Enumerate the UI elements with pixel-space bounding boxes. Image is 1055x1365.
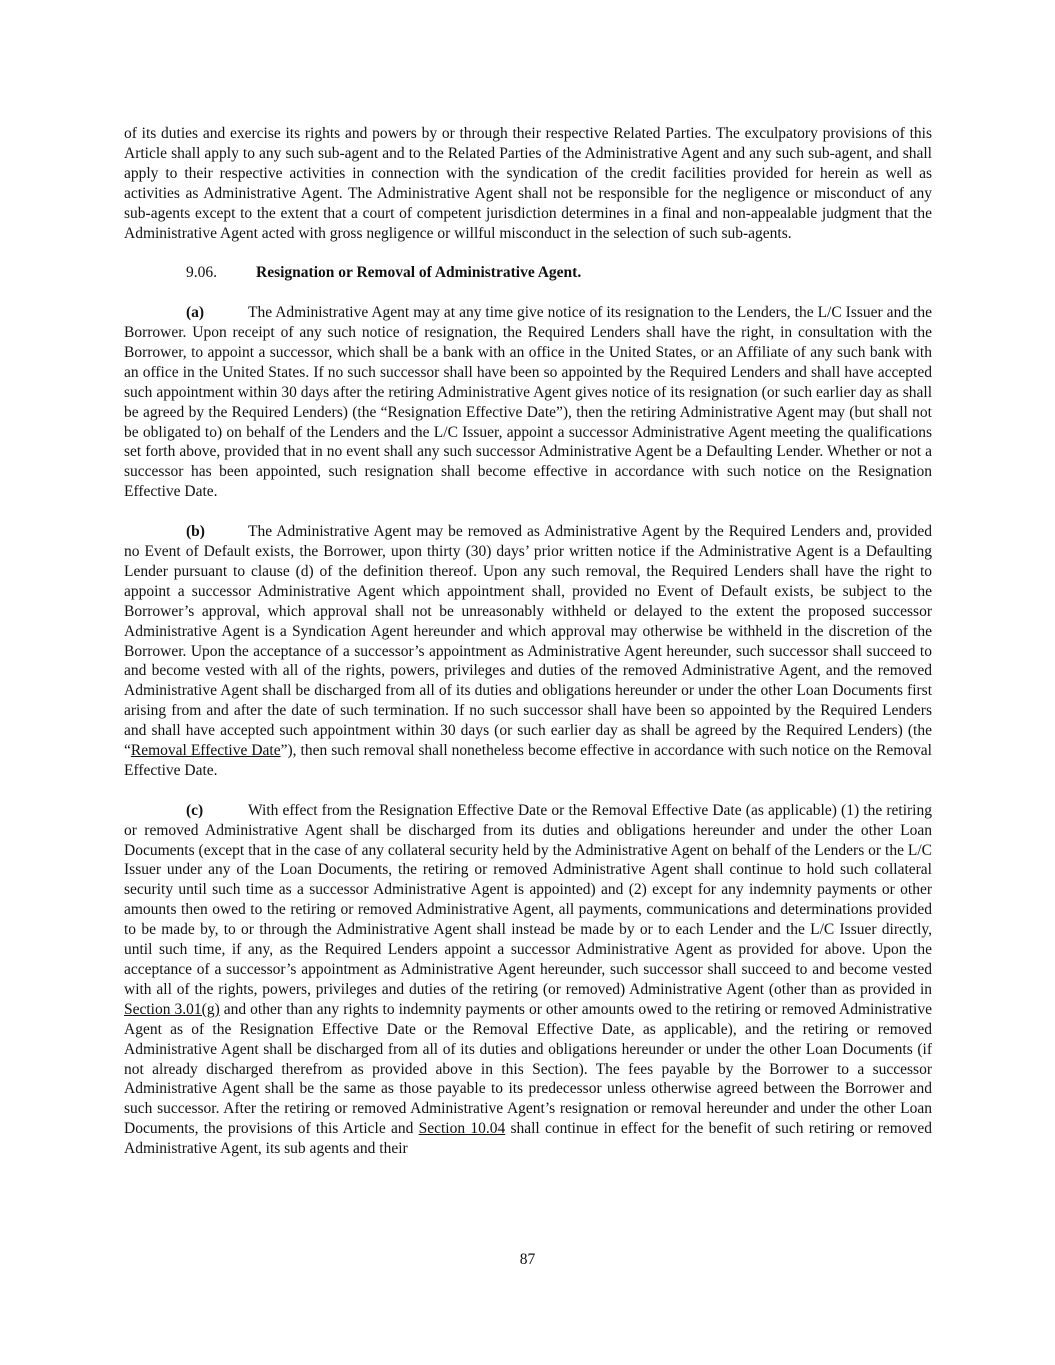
section-heading bbox=[124, 263, 932, 283]
clause-c-paragraph bbox=[124, 801, 932, 1159]
clause-c-text-3: shall continue in effect for the benefit of such retiring or removed Administrative Agent, its sub agents and their bbox=[124, 1120, 932, 1158]
section-title: Resignation or Removal of Administrative Agent. bbox=[256, 264, 582, 282]
section-3-01-g-reference: Section 3.01(g) bbox=[124, 1000, 220, 1018]
clause-c-text-2: and other than any rights to indemnity payments or other amounts owed to the retiring or removed Administrative Agent as of the Resignation Effective Date or the Removal Effective Date, as applicable), and the retiring or removed Administrative Agent shall be discharged from all of its duties and obligations hereunder or under the other Loan Documents (if not already discharged therefrom as provided above in this Section). The fees payable by the Borrower to a successor Administrative Agent shall be the same as those payable to its predecessor unless otherwise agreed between the Borrower and such successor. After the retiring or removed Administrative Agent’s resignation or removal hereunder and under the other Loan Documents, the provisions of this Article and bbox=[124, 1000, 932, 1138]
clause-b-label: (b) bbox=[186, 523, 205, 541]
page-number: 87 bbox=[519, 1251, 536, 1268]
clause-c-text-1: With effect from the Resignation Effective Date or the Removal Effective Date (as applicable) (1) the retiring or removed Administrative Agent shall be discharged from its duties and obligations hereunder and under the other Loan Documents (except that in the case of any collateral security held by the Administrative Agent on behalf of the Lenders or the L/C Issuer under any of the Loan Documents, the retiring or removed Administrative Agent shall continue to hold such collateral security until such time as a successor Administrative Agent is appointed) and (2) except for any indemnity payments or other amounts then owed to the retiring or removed Administrative Agent, all payments, communications and determinations provided to be made by, to or through the Administrative Agent shall instead be made by or to each Lender and the L/C Issuer directly, until such time, if any, as the Required Lenders appoint a successor Administrative Agent as provided for above. Upon the acceptance of a successor’s appointment as Administrative Agent hereunder, such successor shall succeed to and become vested with all of the rights, powers, privileges and duties of the retiring (or removed) Administrative Agent (other than as provided in bbox=[124, 801, 932, 998]
clause-a-text: The Administrative Agent may at any time give notice of its resignation to the Lenders, the L/C Issuer and the Borrower. Upon receipt of any such notice of resignation, the Required Lenders shall have the right, in consultation with the Borrower, to appoint a successor, which shall be a bank with an office in the United States, or an Affiliate of any such bank with an office in the United States. If no such successor shall have been so appointed by the Required Lenders and shall have accepted such appointment within 30 days after the retiring Administrative Agent gives notice of its resignation (or such earlier day as shall be agreed by the Required Lenders) (the “Resignation Effective Date”), then the retiring Administrative Agent may (but shall not be obligated to) on behalf of the Lenders and the L/C Issuer, appoint a successor Administrative Agent meeting the qualifications set forth above, provided that in no event shall any such successor Administrative Agent be a Defaulting Lender. Whether or not a successor has been appointed, such resignation shall become effective in accordance with such notice on the Resignation Effective Date. bbox=[124, 304, 932, 501]
clause-a-label: (a) bbox=[186, 304, 205, 322]
section-number: 9.06. bbox=[186, 264, 217, 282]
clause-b-paragraph bbox=[124, 522, 932, 781]
document-page bbox=[124, 124, 932, 1179]
clause-b-text-1: The Administrative Agent may be removed as Administrative Agent by the Required Lenders and, provided no Event of Default exists, the Borrower, upon thirty (30) days’ prior written notice if the Administrative Agent is a Defaulting Lender pursuant to clause (d) of the definition thereof. Upon any such removal, the Required Lenders shall have the right to appoint a successor Administrative Agent which appointment shall, provided no Event of Default exists, be subject to the Borrower’s approval, which approval shall not be unreasonably withheld or delayed to the extent the proposed successor Administrative Agent is a Syndication Agent hereunder and which approval may otherwise be withheld in the discretion of the Borrower. Upon the acceptance of a successor’s appointment as Administrative Agent hereunder, such successor shall succeed to and become vested with all of the rights, powers, privileges and duties of the removed Administrative Agent, and the removed Administrative Agent shall be discharged from all of its duties and obligations hereunder or under the other Loan Documents first arising from and after the date of such termination. If no such successor shall have been so appointed by the Required Lenders and shall have accepted such appointment within 30 days (or such earlier day as shall be agreed by the Required Lenders) (the “ bbox=[124, 523, 932, 760]
section-10-04-reference: Section 10.04 bbox=[418, 1120, 506, 1138]
clause-b-text-2: ”), then such removal shall nonetheless become effective in accordance with such notice on the Removal Effective Date. bbox=[124, 742, 932, 779]
removal-effective-date-term: Removal Effective Date bbox=[130, 742, 281, 760]
clause-a-paragraph bbox=[124, 303, 932, 502]
intro-paragraph: of its duties and exercise its rights and powers by or through their respective Related Parties. The exculpatory provisions of this Article shall apply to any such sub-agent and to the Related Parties of the Administrative Agent and any such sub-agent, and shall apply to their respective activities in connection with the syndication of the credit facilities provided for herein as well as activities as Administrative Agent. The Administrative Agent shall not be responsible for the negligence or misconduct of any sub-agents except to the extent that a court of competent jurisdiction determines in a final and non-appealable judgment that the Administrative Agent acted with gross negligence or willful misconduct in the selection of such sub-agents. bbox=[124, 125, 932, 242]
clause-c-label: (c) bbox=[186, 801, 204, 819]
